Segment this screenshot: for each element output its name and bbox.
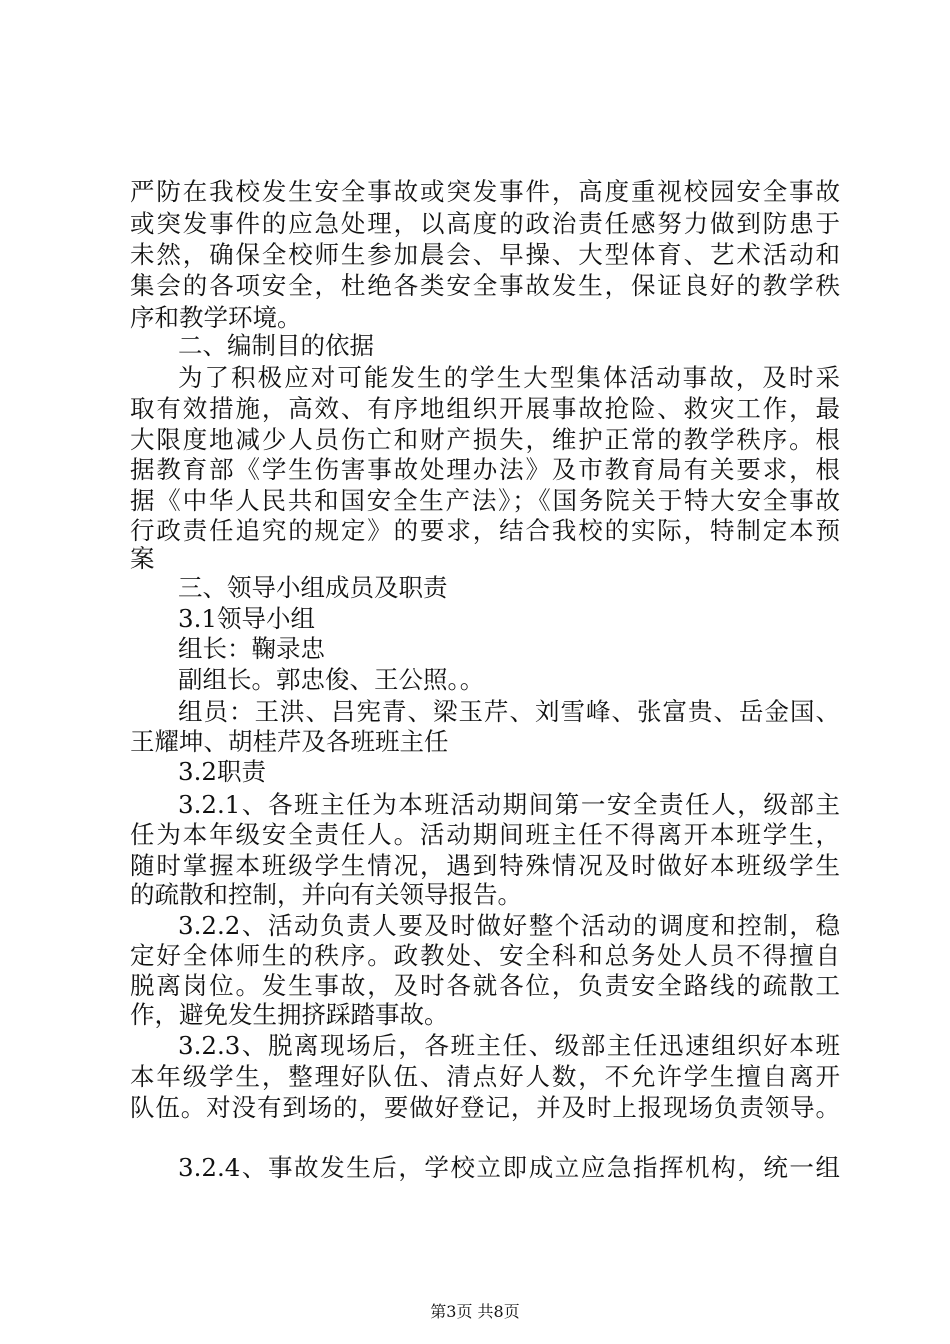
body-text-line: 或突发事件的应急处理，以高度的政治责任感努力做到防患于	[130, 209, 840, 238]
body-text-line: 案	[130, 544, 155, 573]
body-text-line: 随时掌握本班级学生情况，遇到特殊情况及时做好本班级学生	[130, 851, 840, 880]
body-text-line: 3.2.3、脱离现场后，各班主任、级部主任迅速组织好本班	[178, 1031, 840, 1060]
section-heading: 二、编制目的依据	[178, 331, 374, 360]
body-text-line: 副组长。郭忠俊、王公照。。	[178, 665, 485, 694]
body-text-line: 据教育部《学生伤害事故处理办法》及市教育局有关要求，根	[130, 455, 840, 484]
body-text-line: 作，避免发生拥挤踩踏事故。	[130, 1000, 449, 1029]
subsection-heading: 3.1领导小组	[178, 604, 315, 633]
body-text-line: 3.2.4、事故发生后，学校立即成立应急指挥机构，统一组	[178, 1153, 840, 1182]
body-text-line: 3.2.1、各班主任为本班活动期间第一安全责任人，级部主	[178, 790, 840, 819]
body-text-line: 严防在我校发生安全事故或突发事件，高度重视校园安全事故	[130, 177, 840, 206]
page-number-footer: 第3页 共8页	[430, 1302, 520, 1321]
body-text-line: 未然，确保全校师生参加晨会、早操、大型体育、艺术活动和	[130, 240, 840, 269]
body-text-line: 队伍。对没有到场的，要做好登记，并及时上报现场负责领导。	[130, 1093, 840, 1122]
body-text-line: 王耀坤、胡桂芹及各班班主任	[130, 727, 449, 756]
body-text-line: 任为本年级安全责任人。活动期间班主任不得离开本班学生，	[130, 820, 840, 849]
subsection-heading: 3.2职责	[178, 757, 266, 786]
body-text-line: 据《中华人民共和国安全生产法》；《国务院关于特大安全事故	[130, 486, 840, 515]
body-text-line: 为了积极应对可能发生的学生大型集体活动事故，及时采	[178, 363, 840, 392]
body-text-line: 本年级学生，整理好队伍、清点好人数，不允许学生擅自离开	[130, 1062, 840, 1091]
body-text-line: 行政责任追究的规定》的要求，结合我校的实际，特制定本预	[130, 516, 840, 545]
body-text-line: 定好全体师生的秩序。政教处、安全科和总务处人员不得擅自	[130, 941, 840, 970]
body-text-line: 的疏散和控制，并向有关领导报告。	[130, 880, 522, 909]
body-text-line: 大限度地减少人员伤亡和财产损失，维护正常的教学秩序。根	[130, 425, 840, 454]
body-text-line: 集会的各项安全，杜绝各类安全事故发生，保证良好的教学秩	[130, 271, 840, 300]
body-text-line: 组长：鞠录忠	[178, 634, 325, 663]
body-text-line: 脱离岗位。发生事故，及时各就各位，负责安全路线的疏散工	[130, 971, 840, 1000]
body-text-line: 组员：王洪、吕宪青、梁玉芹、刘雪峰、张富贵、岳金国、	[178, 697, 840, 726]
body-text-line: 取有效措施，高效、有序地组织开展事故抢险、救灾工作，最	[130, 394, 840, 423]
section-heading: 三、领导小组成员及职责	[178, 573, 448, 602]
body-text-line: 3.2.2、活动负责人要及时做好整个活动的调度和控制，稳	[178, 911, 840, 940]
body-text-line: 序和教学环境。	[130, 303, 302, 332]
